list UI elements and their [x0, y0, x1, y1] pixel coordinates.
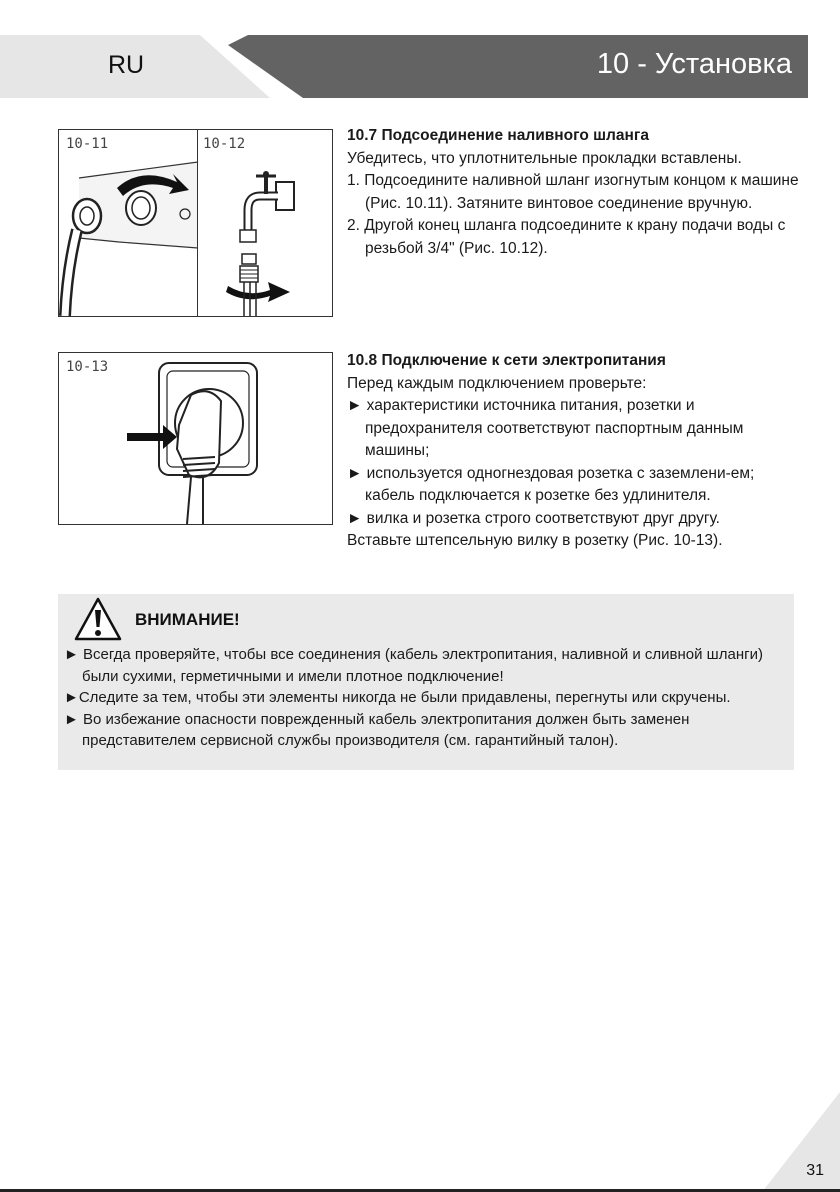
bullet-item: ► используется одногнездовая розетка с заземлени-ем; кабель подключается к розетке без удлинителя.: [347, 464, 755, 504]
faucet-illustration: [198, 130, 332, 316]
plug-socket-illustration: [59, 353, 332, 524]
section-intro: Перед каждым подключением проверьте:: [347, 374, 647, 392]
section-intro: Убедитесь, что уплотнительные прокладки вставлены.: [347, 149, 742, 167]
figure-label: 10-12: [203, 136, 246, 152]
bullet-item: ► вилка и розетка строго соответствуют друг другу.: [347, 509, 720, 527]
warning-title: ВНИМАНИЕ!: [135, 610, 240, 629]
warning-item: ►Следите за тем, чтобы эти элементы никогда не были придавлены, перегнуты или скручены.: [64, 689, 731, 706]
figure-10-12: [197, 129, 333, 317]
warning-list: [64, 644, 784, 752]
section-outro: Вставьте штепсельную вилку в розетку (Рис. 10-13).: [347, 532, 723, 549]
figure-label: 10-11: [66, 136, 109, 152]
warning-item: ► Всегда проверяйте, чтобы все соединения (кабель электропитания, наливной и сливной шланги) были сухими, герметичными и имели плотное подключение!: [64, 646, 763, 685]
warning-item: ► Во избежание опасности поврежденный кабель электропитания должен быть заменен представителем сервисной службы производителя (см. гарантийный талон).: [64, 710, 690, 749]
figure-10-11: [58, 129, 199, 317]
section-hose-connection: [347, 125, 807, 260]
step-item: 1. Подсоедините наливной шланг изогнутым концом к машине (Рис. 10.11). Затяните винтовое соединение вручную.: [347, 172, 799, 212]
step-item: 2. Другой конец шланга подсоедините к крану подачи воды с резьбой 3/4" (Рис. 10.12).: [347, 217, 786, 257]
language-label: RU: [108, 51, 145, 79]
hose-connection-illustration: [59, 130, 198, 316]
section-heading: 10.8 Подключение к сети электропитания: [347, 352, 666, 369]
chapter-title: 10 - Установка: [596, 48, 792, 80]
section-heading: 10.7 Подсоединение наливного шланга: [347, 127, 649, 144]
page-number: 31: [806, 1162, 824, 1179]
section-power-connection: [347, 350, 807, 553]
page-corner-decoration: [762, 1092, 840, 1192]
bullet-item: ► характеристики источника питания, розетки и предохранителя соответствуют паспортным данным машины;: [347, 397, 744, 459]
figure-10-13: [58, 352, 333, 525]
warning-triangle-icon: [73, 596, 123, 642]
figure-label: 10-13: [66, 359, 109, 375]
